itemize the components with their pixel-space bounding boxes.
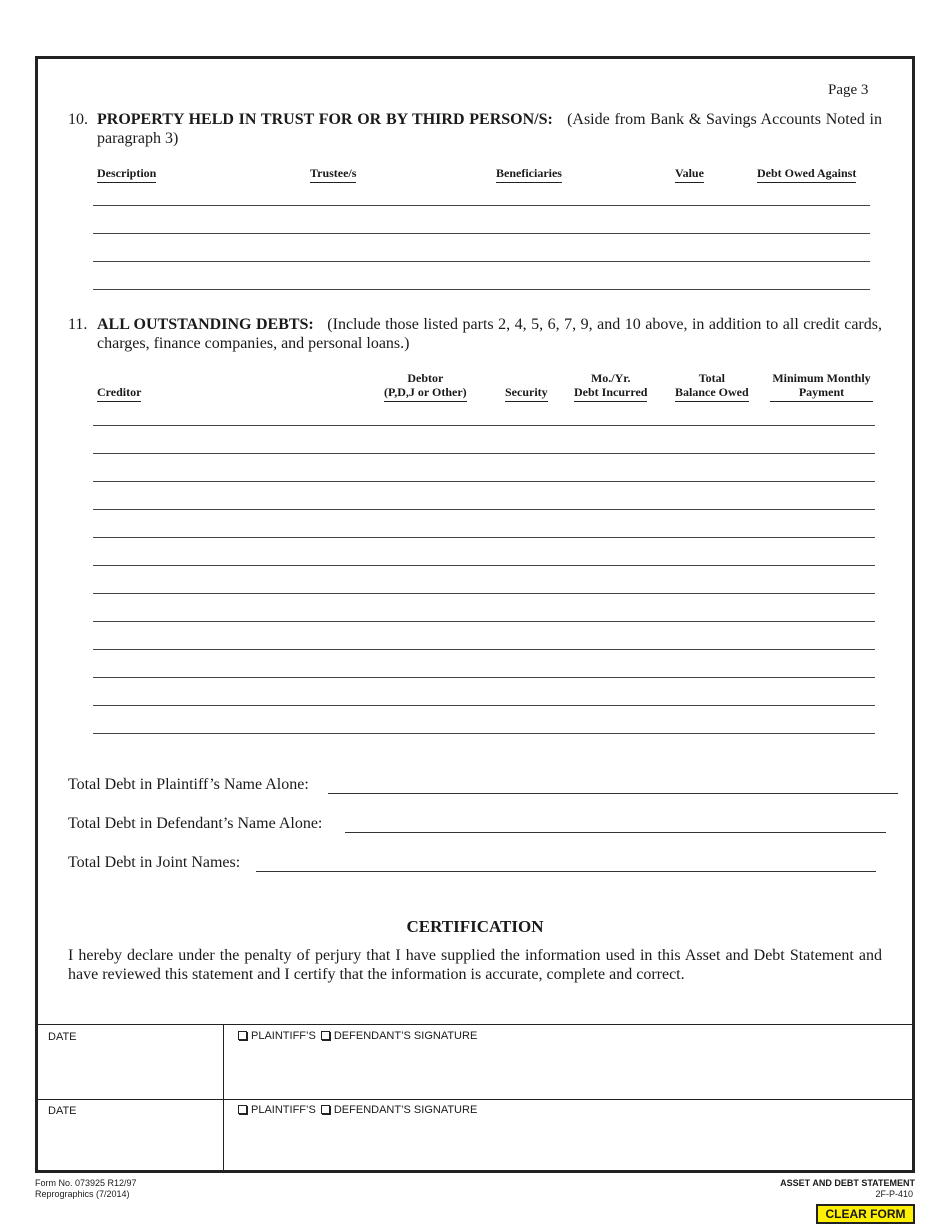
signature-options-1 bbox=[238, 1030, 477, 1042]
total-defendant-label: Total Debt in Defendant’s Name Alone: bbox=[68, 815, 323, 832]
debt-entry-line-3[interactable] bbox=[93, 481, 875, 482]
page-border bbox=[35, 56, 915, 1173]
page-number: Page 3 bbox=[828, 82, 869, 98]
col-minimum-payment bbox=[770, 371, 873, 402]
section-11-number: 11. bbox=[68, 316, 88, 333]
col-value: Value bbox=[675, 166, 704, 183]
section-10-title: PROPERTY HELD IN TRUST FOR OR BY THIRD PERSON/S: bbox=[97, 111, 553, 128]
defendant-checkbox-1[interactable] bbox=[321, 1031, 330, 1040]
col-debt-incurred-line1: Mo./Yr. bbox=[590, 371, 631, 385]
defendant-checkbox-2[interactable] bbox=[321, 1105, 330, 1114]
col-debtor-line1: Debtor bbox=[407, 371, 444, 385]
col-total-balance-line1: Total bbox=[698, 371, 725, 385]
trust-entry-line-1[interactable] bbox=[93, 205, 870, 206]
date-label-2: DATE bbox=[48, 1105, 77, 1117]
debt-entry-line-12[interactable] bbox=[93, 733, 875, 734]
trust-entry-line-2[interactable] bbox=[93, 233, 870, 234]
plaintiff-checkbox-2[interactable] bbox=[238, 1105, 247, 1114]
debt-entry-line-7[interactable] bbox=[93, 593, 875, 594]
col-beneficiaries: Beneficiaries bbox=[496, 166, 562, 183]
total-defendant-row bbox=[68, 815, 322, 833]
debt-entry-line-5[interactable] bbox=[93, 537, 875, 538]
col-total-balance bbox=[675, 371, 749, 402]
section-11-note: (Include those listed parts 2, 4, 5, 6, 7, 9, and 10 above, in addition to all credit cards, charges, finance companies, and personal loans.) bbox=[97, 316, 882, 352]
trust-entry-line-4[interactable] bbox=[93, 289, 870, 290]
signature-row-2 bbox=[38, 1099, 912, 1171]
total-joint-row bbox=[68, 854, 240, 872]
col-minimum-payment-line1: Minimum Monthly bbox=[772, 371, 871, 385]
col-total-balance-line2: Balance Owed bbox=[675, 385, 749, 399]
col-debt-incurred bbox=[574, 371, 647, 402]
document-title: ASSET AND DEBT STATEMENT bbox=[780, 1178, 915, 1188]
signature-row-1 bbox=[38, 1025, 912, 1099]
total-defendant-field[interactable] bbox=[345, 832, 886, 833]
debt-entry-line-1[interactable] bbox=[93, 425, 875, 426]
col-debtor bbox=[384, 371, 467, 402]
debt-entry-line-6[interactable] bbox=[93, 565, 875, 566]
col-description: Description bbox=[97, 166, 156, 183]
reprographics: Reprographics (7/2014) bbox=[35, 1189, 130, 1199]
total-joint-field[interactable] bbox=[256, 871, 876, 872]
defendant-signature-label-2: DEFENDANT’S SIGNATURE bbox=[333, 1104, 478, 1116]
defendant-signature-label-1: DEFENDANT’S SIGNATURE bbox=[333, 1030, 478, 1042]
col-debt-owed-against: Debt Owed Against bbox=[757, 166, 856, 183]
plaintiff-label-1: PLAINTIFF’S bbox=[251, 1030, 316, 1042]
signature-options-2 bbox=[238, 1104, 477, 1116]
debt-entry-line-2[interactable] bbox=[93, 453, 875, 454]
col-minimum-payment-line2: Payment bbox=[798, 385, 845, 399]
total-joint-label: Total Debt in Joint Names: bbox=[68, 854, 241, 871]
clear-form-button[interactable]: CLEAR FORM bbox=[816, 1204, 915, 1224]
debt-entry-line-4[interactable] bbox=[93, 509, 875, 510]
section-11-title: ALL OUTSTANDING DEBTS: bbox=[97, 316, 314, 333]
debt-entry-line-11[interactable] bbox=[93, 705, 875, 706]
section-10-number: 10. bbox=[68, 111, 88, 128]
col-trustees: Trustee/s bbox=[310, 166, 356, 183]
plaintiff-checkbox-1[interactable] bbox=[238, 1031, 247, 1040]
col-security: Security bbox=[505, 385, 548, 402]
debt-entry-line-8[interactable] bbox=[93, 621, 875, 622]
document-code: 2F-P-410 bbox=[875, 1189, 913, 1199]
trust-entry-line-3[interactable] bbox=[93, 261, 870, 262]
col-creditor: Creditor bbox=[97, 385, 141, 402]
certification-title: CERTIFICATION bbox=[406, 917, 544, 936]
date-cell-1[interactable] bbox=[38, 1025, 224, 1099]
certification-text: I hereby declare under the penalty of perjury that I have supplied the information used in this Asset and Debt Statement and have reviewed this statement and I certify that the information is accurate, complete and correct. bbox=[68, 947, 882, 983]
form-number: Form No. 073925 R12/97 bbox=[35, 1178, 137, 1188]
total-plaintiff-label: Total Debt in Plaintiff’s Name Alone: bbox=[68, 776, 309, 793]
signature-grid bbox=[38, 1024, 912, 1170]
debt-entry-line-9[interactable] bbox=[93, 649, 875, 650]
document-info bbox=[780, 1178, 915, 1200]
section-10-note: (Aside from Bank & Savings Accounts Noted in paragraph 3) bbox=[97, 111, 882, 147]
date-cell-2[interactable] bbox=[38, 1100, 224, 1171]
date-label-1: DATE bbox=[48, 1031, 77, 1043]
col-debt-incurred-line2: Debt Incurred bbox=[574, 385, 648, 399]
total-plaintiff-field[interactable] bbox=[328, 793, 898, 794]
plaintiff-label-2: PLAINTIFF’S bbox=[251, 1104, 316, 1116]
col-debtor-line2: (P,D,J or Other) bbox=[384, 385, 467, 399]
form-info bbox=[35, 1178, 137, 1200]
total-plaintiff-row bbox=[68, 776, 309, 794]
debt-entry-line-10[interactable] bbox=[93, 677, 875, 678]
